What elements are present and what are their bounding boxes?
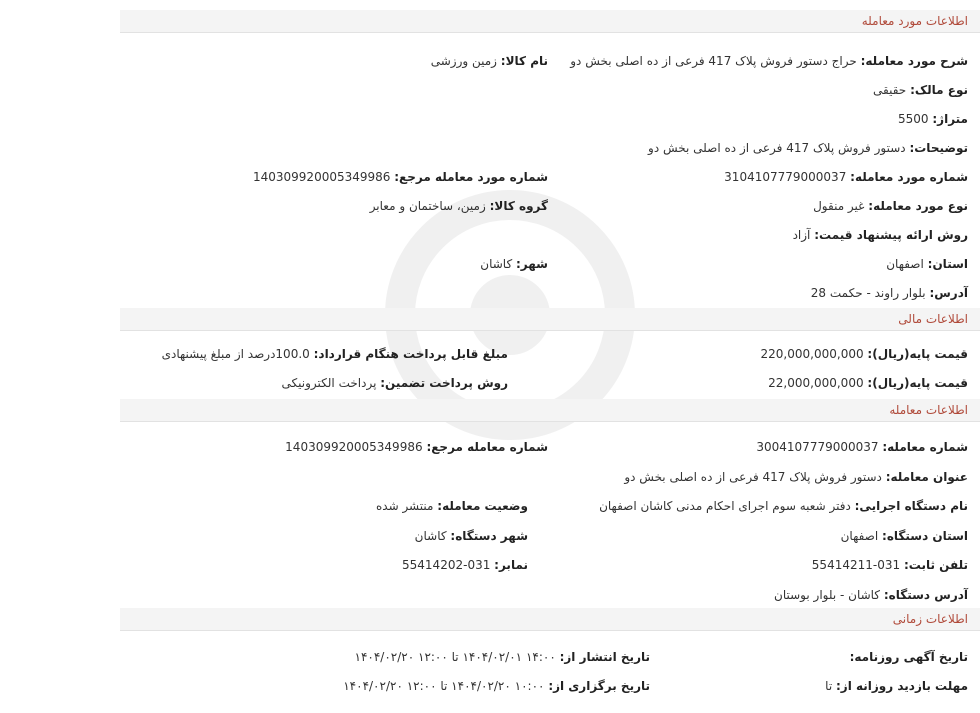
row-deal-address (128, 584, 968, 606)
section-title: اطلاعات مورد معامله (861, 14, 968, 28)
section-title: اطلاعات زمانی (892, 612, 968, 626)
base2-value: 22,000,000,000 (768, 376, 864, 390)
deal-address-value: کاشان - بلوار بوستان (774, 588, 881, 602)
phone-label: تلفن ثابت: (903, 558, 968, 572)
deal-city-label: شهر دستگاه: (450, 529, 528, 543)
deal-city-value: کاشان (414, 529, 447, 543)
item-no-value: 3104107779000037 (724, 170, 847, 184)
fax-label: نمابر: (494, 558, 528, 572)
city-value: کاشان (480, 257, 513, 271)
hold-label: تاریخ برگزاری از: (548, 679, 650, 693)
deal-title-value: دستور فروش پلاک 417 فرعی از ده اصلی بخش دو (624, 470, 882, 484)
visit-value: تا (825, 679, 833, 693)
publish-value: ۱۴:۰۰ ۱۴۰۴/۰۲/۰۱ تا ۱۲:۰۰ ۱۴۰۴/۰۲/۲۰ (354, 650, 556, 664)
item-type-value: غیر منقول (813, 199, 865, 213)
city-label: شهر: (516, 257, 548, 271)
row-notes (128, 137, 968, 159)
goods-label: نام کالا: (500, 54, 548, 68)
guarantee-label: روش پرداخت تضمین: (380, 376, 508, 390)
section-title: اطلاعات معامله (889, 403, 968, 417)
publish-label: تاریخ انتشار از: (559, 650, 650, 664)
fax-value: 031-55414202 (402, 558, 491, 572)
address-value: بلوار راوند - حکمت 28 (810, 286, 926, 300)
item-type-label: نوع مورد معامله: (868, 199, 968, 213)
base1-label: قیمت پایه(ریال): (867, 347, 968, 361)
row-base2 (128, 372, 968, 394)
group-value: زمین، ساختمان و معابر (369, 199, 486, 213)
section-finance (120, 308, 980, 331)
org-label: نام دستگاه اجرایی: (854, 499, 968, 513)
notes-label: توضیحات: (909, 141, 968, 155)
address-label: آدرس: (929, 286, 968, 300)
deal-address-label: آدرس دستگاه: (883, 588, 968, 602)
status-value: منتشر شده (375, 499, 434, 513)
row-area (128, 108, 968, 130)
ref-no-label: شماره مورد معامله مرجع: (394, 170, 548, 184)
pay-value: 100.0درصد از مبلغ پیشنهادی (161, 347, 310, 361)
row-deal-province (128, 525, 968, 547)
row-base1 (128, 343, 968, 365)
row-phone (128, 554, 968, 576)
row-org (128, 495, 968, 517)
deal-ref-value: 140309920005349986 (285, 440, 423, 454)
deal-title-label: عنوان معامله: (885, 470, 968, 484)
guarantee-value: پرداخت الکترونیکی (281, 376, 377, 390)
row-desc (128, 50, 968, 72)
method-label: روش ارائه پیشنهاد قیمت: (814, 228, 968, 242)
area-value: 5500 (898, 112, 929, 126)
status-label: وضعیت معامله: (437, 499, 528, 513)
ad-date-label: تاریخ آگهی روزنامه: (849, 650, 968, 664)
section-deal (120, 399, 980, 422)
row-deal-no (128, 436, 968, 458)
goods-value: زمین ورزشی (430, 54, 497, 68)
phone-value: 031-55414211 (811, 558, 901, 572)
deal-no-label: شماره معامله: (882, 440, 968, 454)
section-title: اطلاعات مالی (898, 312, 968, 326)
row-item-type (128, 195, 968, 217)
base1-value: 220,000,000,000 (760, 347, 864, 361)
row-owner (128, 79, 968, 101)
method-value: آزاد (792, 228, 811, 242)
item-no-label: شماره مورد معامله: (850, 170, 968, 184)
desc-value: حراج دستور فروش پلاک 417 فرعی از ده اصلی بخش دو (570, 54, 857, 68)
desc-label: شرح مورد معامله: (860, 54, 968, 68)
row-item-no (128, 166, 968, 188)
owner-label: نوع مالک: (910, 83, 968, 97)
province-value: اصفهان (886, 257, 924, 271)
pay-label: مبلغ قابل پرداخت هنگام قرارداد: (313, 347, 508, 361)
deal-no-value: 3004107779000037 (756, 440, 879, 454)
hold-value: ۱۰:۰۰ ۱۴۰۴/۰۲/۲۰ تا ۱۲:۰۰ ۱۴۰۴/۰۲/۲۰ (343, 679, 545, 693)
owner-value: حقیقی (873, 83, 907, 97)
row-ad-date (128, 646, 968, 668)
deal-province-value: اصفهان (840, 529, 879, 543)
deal-ref-label: شماره معامله مرجع: (426, 440, 548, 454)
row-method (128, 224, 968, 246)
section-timing (120, 608, 980, 631)
base2-label: قیمت پایه(ریال): (867, 376, 968, 390)
area-label: متراژ: (932, 112, 968, 126)
row-province (128, 253, 968, 275)
group-label: گروه کالا: (489, 199, 548, 213)
row-deal-title (128, 466, 968, 488)
section-item-info (120, 10, 980, 33)
visit-label: مهلت بازدید روزانه از: (836, 679, 968, 693)
auction-detail-page (20, 0, 980, 713)
row-visit (128, 675, 968, 697)
ref-no-value: 140309920005349986 (252, 170, 391, 184)
row-address (128, 282, 968, 304)
deal-province-label: استان دستگاه: (882, 529, 968, 543)
notes-value: دستور فروش پلاک 417 فرعی از ده اصلی بخش دو (648, 141, 906, 155)
province-label: استان: (927, 257, 968, 271)
org-value: دفتر شعبه سوم اجرای احکام مدنی کاشان اصفهان (599, 499, 851, 513)
